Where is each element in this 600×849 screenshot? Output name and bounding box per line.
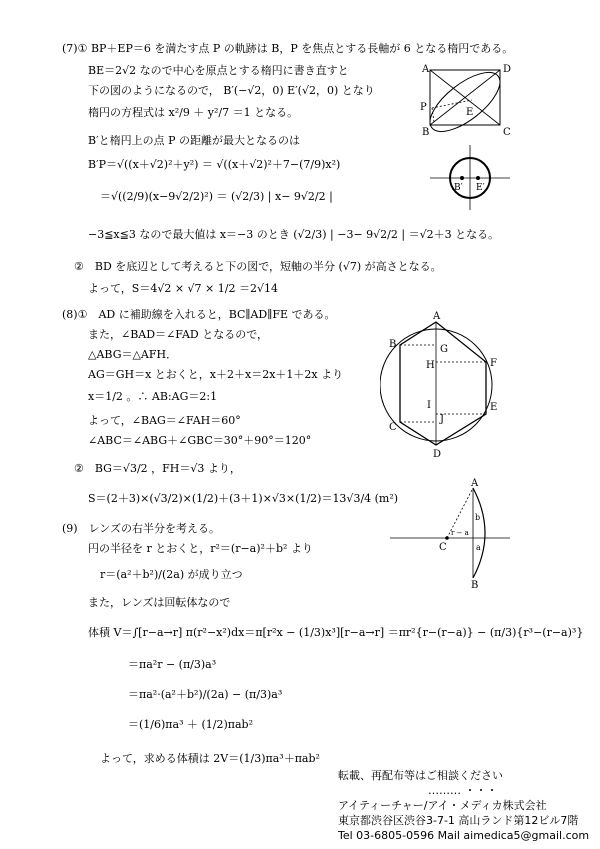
fig3-label-c: C [439, 542, 447, 553]
p8-line9: S＝(2＋3)×(√3/2)×(1/2)＋(3＋1)×√3×(1/2)＝13√3/4 (m²) [88, 492, 399, 505]
fig1-label-e: E [466, 107, 474, 118]
fig2-label-e: E [490, 402, 498, 413]
p9-line2: 円の半径を r とおくと，r²＝(r−a)²＋b² より [88, 542, 313, 555]
footer-company: アイティーチャー/アイ・メディカ株式会社 [338, 799, 547, 812]
p7-line4: 楕円の方程式は x²/9 ＋ y²/7 ＝1 となる。 [88, 106, 299, 119]
fig3-label-seg-b: b [475, 513, 481, 522]
fig2-label-a: A [433, 311, 441, 322]
fig2-label-g: G [440, 344, 448, 355]
fig3-label-a: A [471, 478, 479, 489]
fig3-label-b: B [471, 580, 479, 590]
p7-line9: ② BD を底辺として考えると下の図で，短軸の半分 (√7) が高さとなる。 [74, 260, 442, 273]
p9-line6: ＝πa²r − (π/3)a³ [128, 658, 217, 671]
fig2-label-b: B [389, 339, 397, 350]
p8-line6: よって，∠BAG＝∠FAH＝60° [88, 414, 241, 427]
fig3-label-seg-a: a [476, 543, 481, 552]
fig1-label-b: B [422, 127, 430, 138]
p8-line3: △ABG＝△AFH． [88, 348, 178, 361]
p7-line1: (7)① BP＋EP＝6 を満たす点 P の軌跡は B，P を焦点とする長軸が 6 となる楕円である。 [62, 42, 514, 55]
footer-contact: Tel 03-6805-0596 Mail aimedica5@gmail.com [338, 829, 590, 842]
footer-notice: 転載、再配布等はご相談ください [338, 769, 503, 782]
fig1-label-c: C [503, 127, 511, 138]
p9-line5: 体積 V＝∫[r−a→r] π(r²−x²)dx＝π[r²x − (1/3)x³][r−a→r] ＝πr²{r−(r−a)} − (π/3){r³−(r−a)³} [88, 626, 584, 639]
figure-lens [385, 478, 515, 590]
footer [338, 768, 589, 843]
fig2-label-i: I [427, 400, 431, 411]
fig2-label-j: J [440, 414, 445, 425]
fig1-label-p: P [420, 102, 427, 113]
fig1-label-eprime: E′ [476, 183, 485, 193]
fig1-label-d: D [503, 64, 512, 75]
fig1-label-bprime: B′ [454, 183, 463, 193]
footer-address: 東京都渋谷区渋谷3-7-1 高山ランド第12ビル7階 [338, 814, 579, 827]
p7-line6: B′P＝√((x＋√2)²＋y²) ＝ √((x＋√2)²＋7−(7/9)x²) [88, 158, 341, 171]
fig2-label-h: H [426, 360, 435, 371]
p9-line4: また，レンズは回転体なので [88, 596, 231, 609]
p8-line7: ∠ABC＝∠ABG＋∠GBC＝30°＋90°＝120° [88, 434, 312, 447]
p9-line9: よって，求める体積は 2V＝(1/3)πa³＋πab² [100, 752, 320, 765]
p7-line7: ＝√((2/9)(x−9√2/2)²) ＝ (√2/3) | x− 9√2/2 | [100, 190, 333, 203]
p8-line1: (8)① AD に補助線を入れると，BC∥AD∥FE である。 [62, 308, 336, 321]
p9-line1: (9) レンズの右半分を考える。 [62, 522, 220, 535]
p7-line8: −3≦x≦3 なので最大値は x＝−3 のとき (√2/3) | −3− 9√2/2 | ＝√2＋3 となる。 [88, 228, 500, 241]
p7-line10: よって，S＝4√2 × √7 × 1/2 ＝2√14 [88, 282, 278, 295]
fig1-label-a: A [422, 64, 430, 75]
p8-line5: x＝1/2 。∴ AB:AG＝2:1 [88, 390, 218, 403]
p8-line8: ② BG＝√3/2 ，FH＝√3 より， [74, 462, 241, 475]
p8-line2: また，∠BAD＝∠FAD となるので， [88, 328, 268, 341]
figure-square-ellipse [410, 60, 520, 230]
figure-hexagon-circle [380, 310, 520, 460]
p9-line3: r＝(a²＋b²)/(2a) が成り立つ [100, 568, 243, 581]
fig2-label-d: D [433, 449, 442, 460]
fig3-label-r: r − a [451, 529, 469, 537]
fig2-label-f: F [490, 358, 497, 369]
p7-line5: B′と楕円上の点 P の距離が最大となるのは [88, 134, 300, 147]
footer-dots: ……… ・・・ [428, 784, 498, 797]
p8-line4: AG＝GH＝x とおくと，x＋2＋x＝2x＋1＋2x より [88, 368, 344, 381]
fig2-label-c: C [389, 422, 397, 433]
p9-line7: ＝πa²·(a²＋b²)/(2a) − (π/3)a³ [128, 688, 283, 701]
p9-line8: ＝(1/6)πa³ ＋ (1/2)πab² [128, 718, 254, 731]
p7-line3: 下の図のようになるので， B′(−√2，0) E′(√2，0) となり [88, 84, 375, 97]
p7-line2: BE＝2√2 なので中心を原点とする楕円に書き直すと [88, 64, 349, 77]
